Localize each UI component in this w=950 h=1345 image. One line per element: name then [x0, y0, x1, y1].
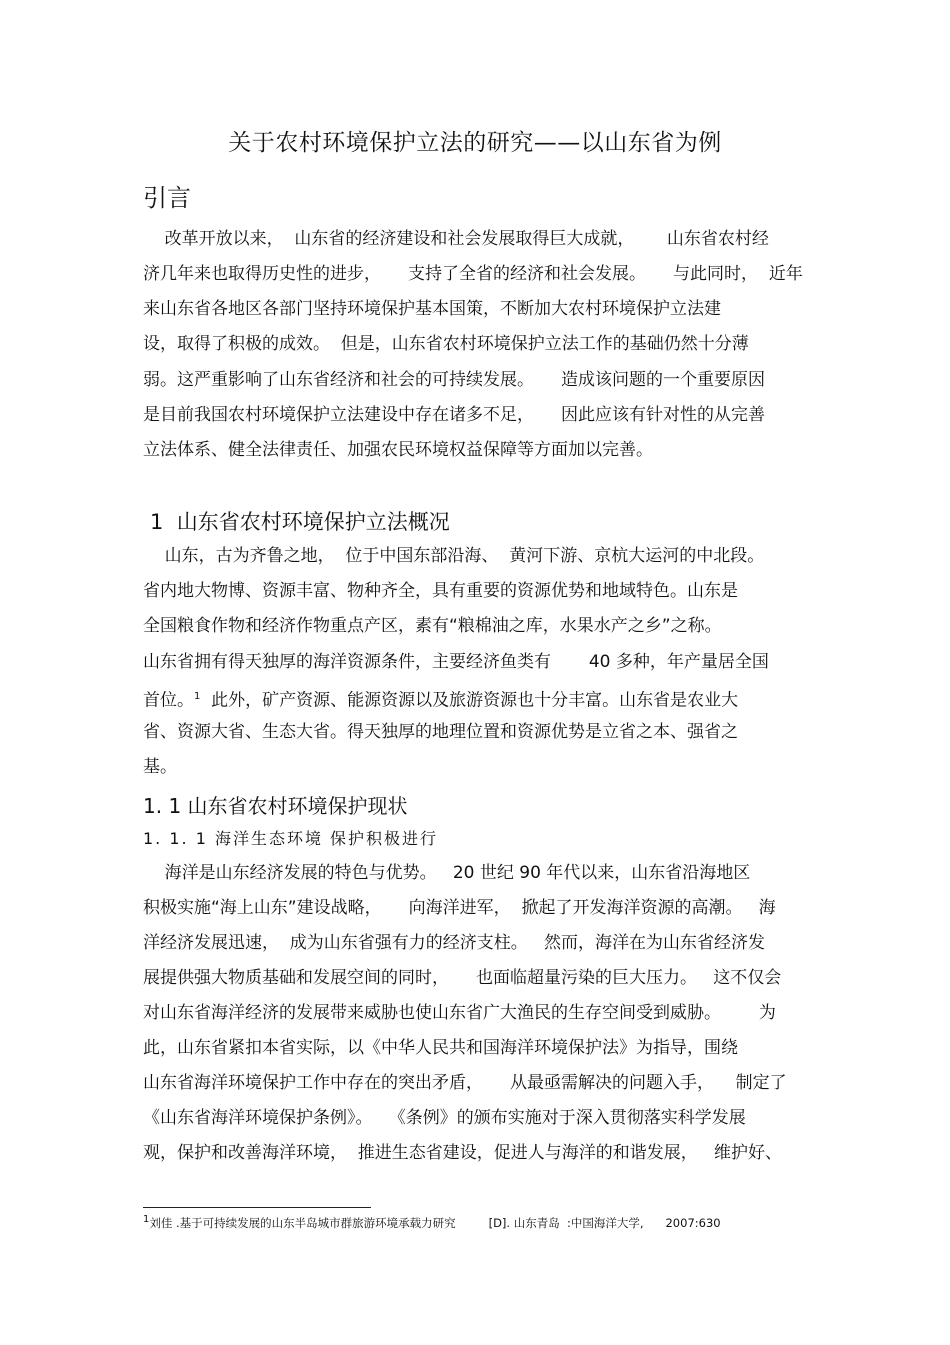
intro-line: 是目前我国农村环境保护立法建设中存在诸多不足， 因此应该有针对性的从完善	[143, 405, 766, 425]
section1-line	[143, 686, 738, 712]
section111-line: 对山东省海洋经济的发展带来威胁也使山东省广大渔民的生存空间受到威胁。 为	[143, 1003, 776, 1023]
section1-line: 省、资源大省、生态大省。得天独厚的地理位置和资源优势是立省之本、强省之	[143, 722, 738, 742]
section1-line: 山东省拥有得天独厚的海洋资源条件，主要经济鱼类有 40 多种，年产量居全国	[143, 652, 769, 672]
intro-line: 济几年来也取得历史性的进步， 支持了全省的经济和社会发展。 与此同时， 近年	[143, 264, 803, 284]
section1-line: 省内地大物博、资源丰富、物种齐全，具有重要的资源优势和地域特色。山东是	[143, 581, 738, 601]
section111-line: 展提供强大物质基础和发展空间的同时， 也面临超量污染的巨大压力。 这不仅会	[143, 968, 782, 988]
footnote-separator	[143, 1207, 371, 1208]
section-1-1-heading: 1. 1 山东省农村环境保护现状	[143, 794, 408, 818]
intro-line: 弱。这严重影响了山东省经济和社会的可持续发展。 造成该问题的一个重要原因	[143, 370, 766, 390]
section1-line: 山东，古为齐鲁之地， 位于中国东部沿海、 黄河下游、京杭大运河的中北段。	[143, 546, 765, 566]
intro-line: 来山东省各地区各部门坚持环境保护基本国策，不断加大农村环境保护立法建	[143, 299, 721, 319]
intro-line: 设，取得了积极的成效。 但是，山东省农村环境保护立法工作的基础仍然十分薄	[143, 334, 749, 354]
intro-line: 立法体系、健全法律责任、加强农民环境权益保障等方面加以完善。	[143, 440, 653, 460]
footnote-reference[interactable]: 1	[194, 691, 201, 702]
section1-line-rest: 此外，矿产资源、能源资源以及旅游资源也十分丰富。山东省是农业大	[200, 690, 739, 711]
section111-line: 山东省海洋环境保护工作中存在的突出矛盾， 从最亟需解决的问题入手， 制定了	[143, 1073, 787, 1093]
intro-line: 改革开放以来， 山东省的经济建设和社会发展取得巨大成就， 山东省农村经	[143, 229, 769, 249]
section111-line: 《山东省海洋环境保护条例》。 《条例》的颁布实施对于深入贯彻落实科学发展	[143, 1108, 746, 1128]
section111-line: 海洋是山东经济发展的特色与优势。 20 世纪 90 年代以来，山东省沿海地区	[143, 863, 751, 883]
section-1-1-1-heading: 1. 1. 1 海洋生态环境 保护积极进行	[143, 829, 439, 848]
footnote-text: 刘佳 .基于可持续发展的山东半岛城市群旅游环境承载力研究 [D]. 山东青岛 :中国海洋大学, 2007:630	[149, 1215, 721, 1230]
section111-line: 此，山东省紧扣本省实际，以《中华人民共和国海洋环境保护法》为指导，围绕	[143, 1038, 738, 1058]
intro-heading: 引言	[143, 184, 191, 212]
section1-line-start: 首位。	[143, 690, 194, 711]
document-title: 关于农村环境保护立法的研究——以山东省为例	[228, 130, 722, 156]
section111-line: 积极实施“海上山东”建设战略， 向海洋进军， 掀起了开发海洋资源的高潮。 海	[143, 898, 776, 918]
footnote	[143, 1214, 721, 1231]
footnote-mark: 1	[143, 1214, 150, 1225]
section-1-heading: 1 山东省农村环境保护立法概况	[150, 510, 450, 534]
section1-line: 基。	[143, 757, 177, 777]
section111-line: 观，保护和改善海洋环境， 推进生态省建设，促进人与海洋的和谐发展， 维护好、	[143, 1143, 783, 1163]
section111-line: 洋经济发展迅速， 成为山东省强有力的经济支柱。 然而，海洋在为山东省经济发	[143, 933, 766, 953]
section1-line: 全国粮食作物和经济作物重点产区，素有“粮棉油之库，水果水产之乡”之称。	[143, 616, 722, 636]
